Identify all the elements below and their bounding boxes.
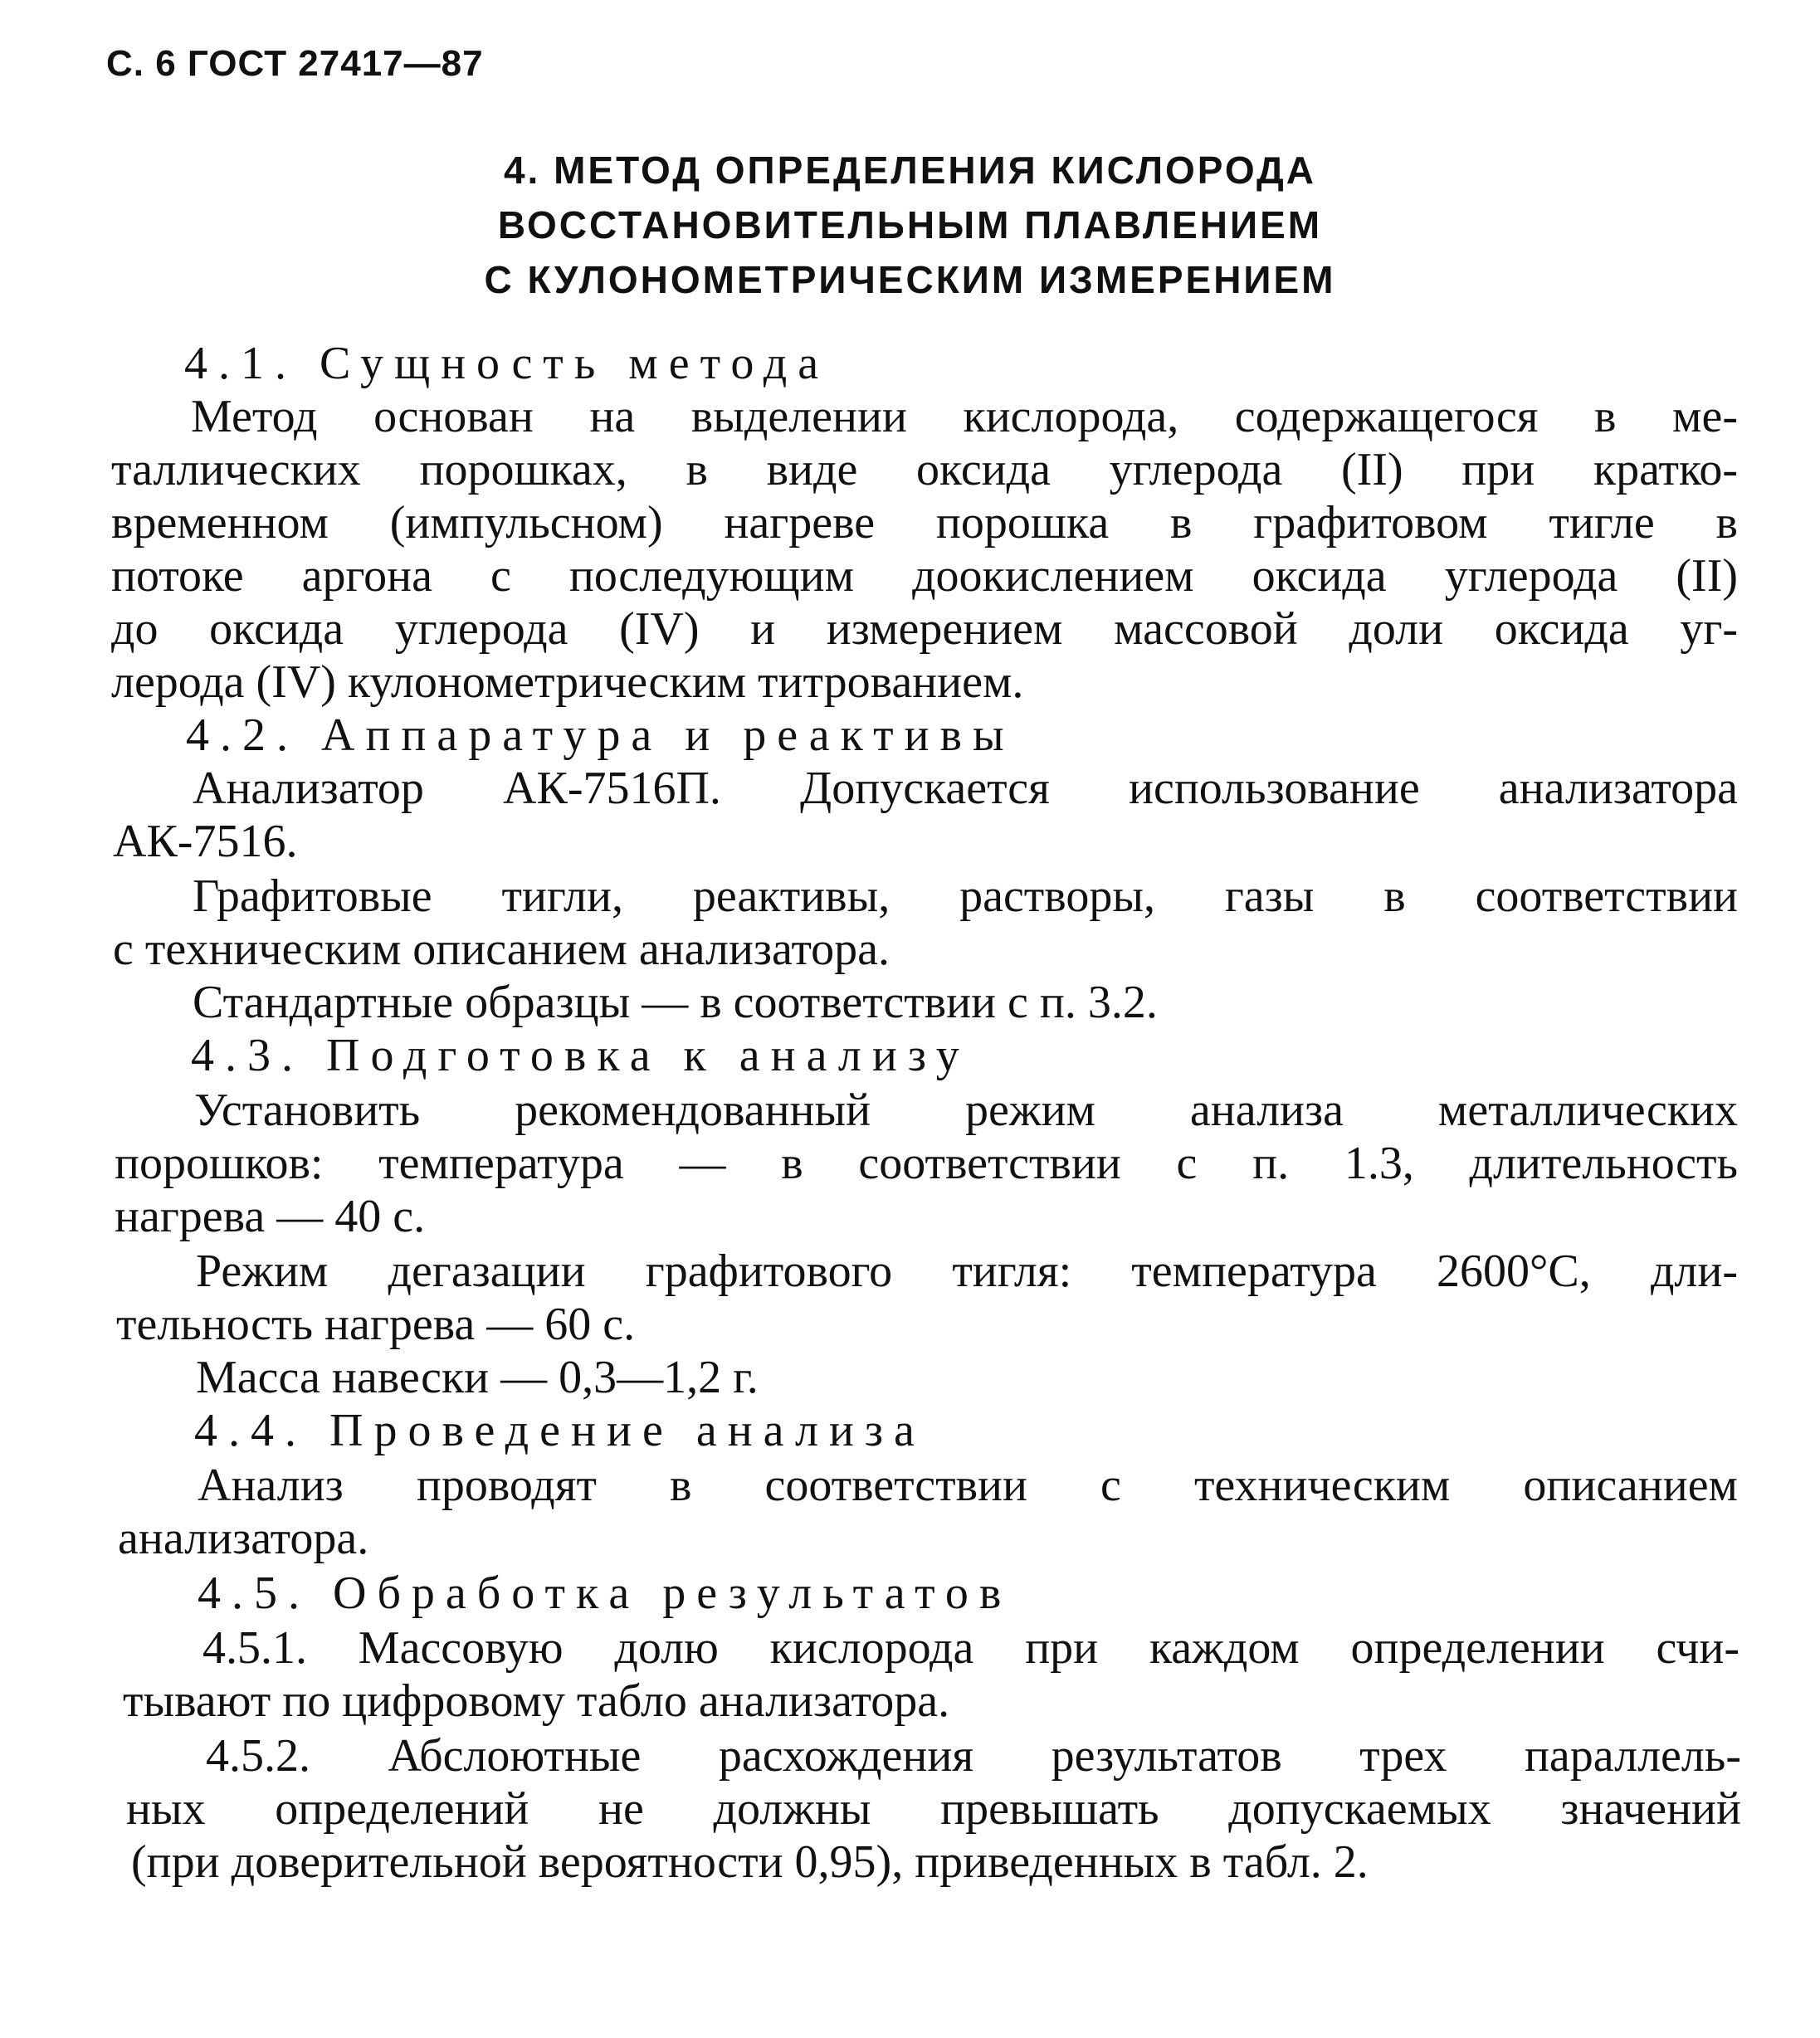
paragraph-line: Метод основан на выделении кислорода, содержащегося в ме- — [191, 391, 1738, 442]
paragraph-line: Стандартные образцы — в соответствии с п. 3.2. — [193, 977, 1158, 1028]
paragraph-line: лерода (IV) кулонометрическим титрованием. — [111, 656, 1024, 708]
paragraph-line: Масса навески — 0,3—1,2 г. — [196, 1352, 759, 1403]
subsection-heading-4-4: 4.4. Проведение анализа — [194, 1405, 925, 1456]
paragraph-line: Графитовые тигли, реактивы, растворы, газы в соответствии — [193, 870, 1738, 922]
paragraph-line: Режим дегазации графитового тигля: температура 2600°С, дли- — [196, 1246, 1738, 1297]
paragraph-line: таллических порошках, в виде оксида углерода (II) при кратко- — [111, 444, 1738, 495]
paragraph-line: Анализ проводят в соответствии с техническим описанием — [198, 1460, 1738, 1511]
paragraph-line: тельность нагрева — 60 с. — [116, 1299, 636, 1350]
paragraph-line: Установить рекомендованный режим анализа металлических — [194, 1085, 1738, 1136]
paragraph-line: потоке аргона с последующим доокислением оксида углерода (II) — [111, 550, 1738, 602]
section-title-line-1: 4. МЕТОД ОПРЕДЕЛЕНИЯ КИСЛОРОДА — [503, 149, 1317, 192]
paragraph-line: Анализатор АК-7516П. Допускается использование анализатора — [193, 763, 1738, 814]
subsection-heading-4-5: 4.5. Обработка результатов — [198, 1568, 1012, 1619]
paragraph-line: (при доверительной вероятности 0,95), приведенных в табл. 2. — [131, 1836, 1369, 1888]
section-title-line-3: С КУЛОНОМЕТРИЧЕСКИМ ИЗМЕРЕНИЕМ — [484, 258, 1336, 301]
paragraph-line: временном (импульсном) нагреве порошка в графитовом тигле в — [111, 497, 1738, 549]
subsection-heading-4-2: 4.2. Аппаратура и реактивы — [186, 709, 1015, 761]
paragraph-line: с техническим описанием анализатора. — [113, 924, 890, 975]
paragraph-line: ных определений не должны превышать допускаемых значений — [126, 1783, 1741, 1835]
paragraph-line: 4.5.1. Массовую долю кислорода при каждом определении счи- — [202, 1622, 1739, 1674]
paragraph-line: АК-7516. — [113, 816, 298, 867]
paragraph-line: порошков: температура — в соответствии с п. 1.3, длительность — [115, 1138, 1738, 1189]
paragraph-line: 4.5.2. Абслоютные расхождения результатов трех параллель- — [206, 1730, 1741, 1782]
subsection-heading-4-3: 4.3. Подготовка к анализу — [191, 1030, 970, 1081]
section-title-line-2: ВОССТАНОВИТЕЛЬНЫМ ПЛАВЛЕНИЕМ — [497, 203, 1323, 246]
page-header: С. 6 ГОСТ 27417—87 — [106, 43, 484, 84]
paragraph-line: нагрева — 40 с. — [115, 1191, 426, 1242]
subsection-heading-4-1: 4.1. Сущность метода — [184, 338, 830, 389]
paragraph-line: до оксида углерода (IV) и измерением массовой доли оксида уг- — [111, 603, 1738, 655]
paragraph-line: тывают по цифровому табло анализатора. — [123, 1675, 950, 1727]
paragraph-line: анализатора. — [118, 1513, 369, 1564]
